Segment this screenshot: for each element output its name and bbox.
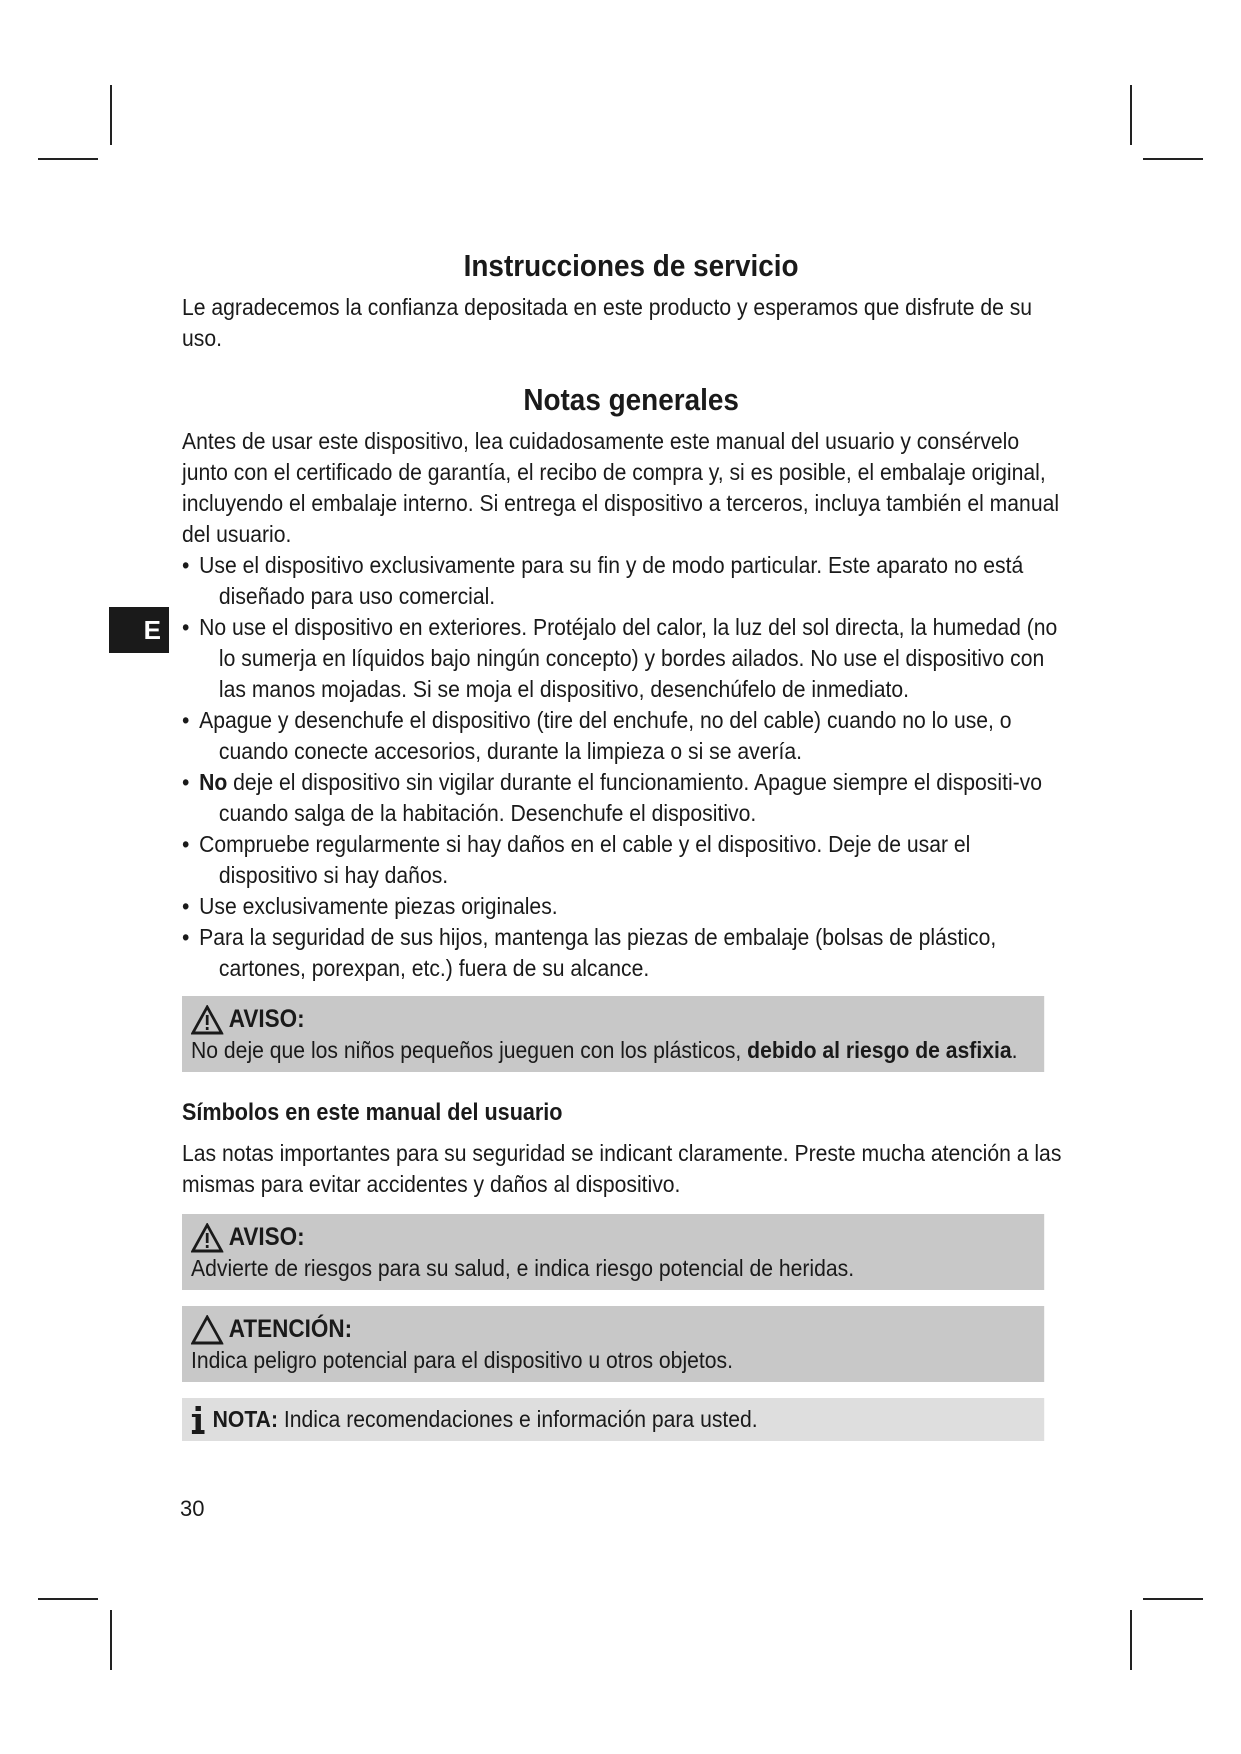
crop-mark (110, 1610, 112, 1670)
notes-paragraph: Antes de usar este dispositivo, lea cuidadosamente este manual del usuario y consérvelo junto con el certificado de garantía, el recibo de compra y, si es posible, el embalaje original, incluyendo el embalaje interno. Si entrega el dispositivo a terceros, incluya también el manual del usuario. (182, 428, 1060, 547)
info-icon (191, 1406, 205, 1434)
list-item: • No deje el dispositivo sin vigilar durante el funcionamiento. Apague siempre el dispositi-vo cuando salga de la habitación. Desenchufe el dispositivo. (182, 767, 1062, 829)
safety-list (182, 550, 1062, 984)
crop-mark (1130, 85, 1132, 145)
crop-mark (1143, 1598, 1203, 1600)
warning-triangle-icon (191, 1223, 223, 1253)
warning-box (182, 996, 1044, 1072)
caution-text: Indica peligro potencial para el dispositivo u otros objetos. (191, 1347, 734, 1373)
crop-mark (1143, 158, 1203, 160)
crop-mark (38, 158, 98, 160)
warning-title: AVISO: (228, 1005, 305, 1033)
list-item: • No use el dispositivo en exteriores. Protéjalo del calor, la luz del sol directa, la humedad (no lo sumerja en líquidos bajo ningún concepto) y bordes ailados. No use el dispositivo con las manos mojadas. Si se moja el dispositivo, desenchúfelo de inmediato. (182, 612, 1062, 705)
caution-title: ATENCIÓN: (228, 1315, 353, 1343)
note-title: NOTA: (212, 1406, 279, 1432)
notes-heading: Notas generales (523, 382, 739, 417)
warning-text: No deje que los niños pequeños jueguen con los plásticos, debido al riesgo de asfixia. (191, 1037, 1018, 1063)
list-item: • Apague y desenchufe el dispositivo (tire del enchufe, no del cable) cuando no lo use, o cuando conecte accesorios, durante la limpieza o si se avería. (182, 705, 1062, 767)
page-content (182, 244, 1062, 1441)
note-box (182, 1398, 1044, 1441)
language-tab: E (109, 607, 169, 653)
caution-triangle-icon (191, 1315, 223, 1345)
page-title: Instrucciones de servicio (463, 248, 799, 283)
crop-mark (110, 85, 112, 145)
symbols-paragraph: Las notas importantes para su seguridad se indicant claramente. Preste mucha atención a las mismas para evitar accidentes y daños al dispositivo. (182, 1140, 1062, 1197)
list-item: • Use el dispositivo exclusivamente para su fin y de modo particular. Este aparato no está diseñado para uso comercial. (182, 550, 1062, 612)
list-item: • Para la seguridad de sus hijos, mantenga las piezas de embalaje (bolsas de plástico, cartones, porexpan, etc.) fuera de su alcance. (182, 922, 1062, 984)
warning-box (182, 1214, 1044, 1290)
warning-text: Advierte de riesgos para su salud, e indica riesgo potencial de heridas. (191, 1255, 855, 1281)
crop-mark (1130, 1610, 1132, 1670)
list-item: • Use exclusivamente piezas originales. (182, 891, 1062, 922)
note-text: Indica recomendaciones e información para usted. (278, 1406, 758, 1432)
intro-paragraph: Le agradecemos la confianza depositada en este producto y esperamos que disfrute de su uso. (182, 294, 1033, 351)
list-item: • Compruebe regularmente si hay daños en el cable y el dispositivo. Deje de usar el dispositivo si hay daños. (182, 829, 1062, 891)
page-number: 30 (180, 1496, 205, 1521)
warning-title: AVISO: (228, 1223, 305, 1251)
symbols-heading: Símbolos en este manual del usuario (182, 1099, 563, 1126)
caution-box (182, 1306, 1044, 1382)
warning-triangle-icon (191, 1005, 223, 1035)
crop-mark (38, 1598, 98, 1600)
